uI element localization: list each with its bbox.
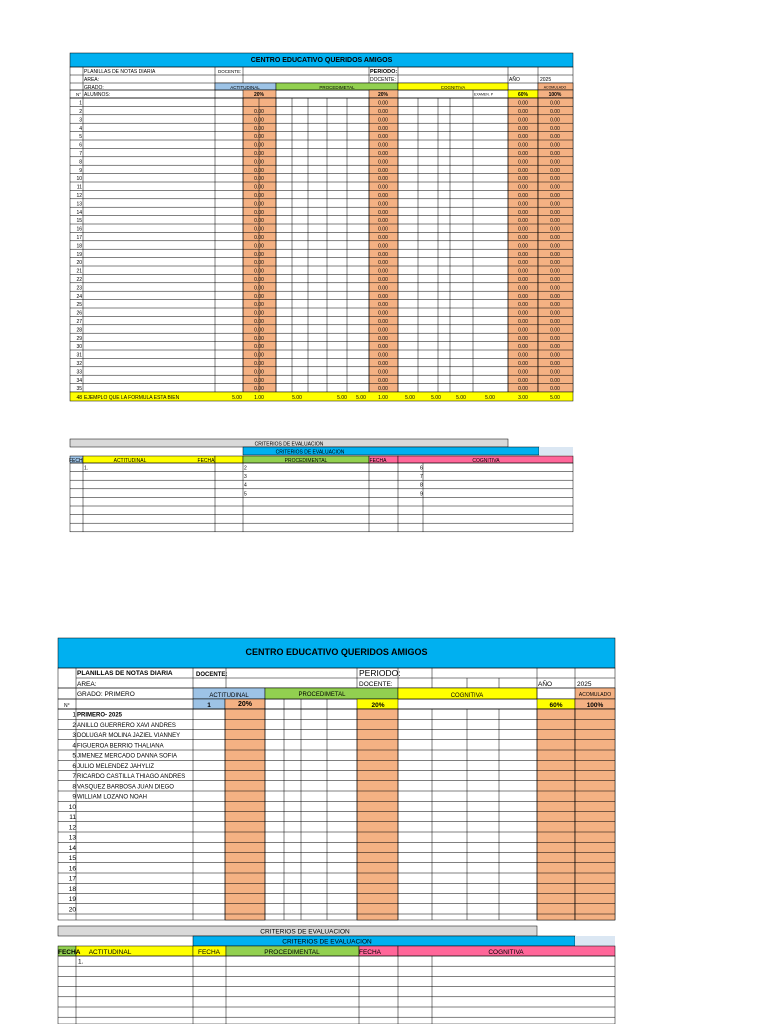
- act-value: 0.00: [254, 167, 264, 174]
- sheet-title: CENTRO EDUCATIVO QUERIDOS AMIGOS: [245, 647, 428, 657]
- row-number: 8: [72, 783, 76, 791]
- act-value: 0.00: [254, 117, 264, 124]
- band-actitudinal-label: ACTITUDINAL: [209, 693, 249, 699]
- proc-label: PROCEDIMENTAL: [264, 949, 320, 956]
- act-value: 0.00: [254, 327, 264, 334]
- docente-label-2: DOCENTE:: [359, 681, 393, 688]
- act-value: 0.00: [254, 142, 264, 149]
- cog-value: 0.00: [518, 260, 528, 267]
- cog-value: 0.00: [518, 319, 528, 325]
- criteria-title-tail: [575, 936, 615, 946]
- row-number: 8: [79, 159, 82, 166]
- periodo-label: PERIODO:: [370, 69, 398, 75]
- example-value: 5.00: [550, 395, 560, 401]
- n-label: N°: [76, 92, 82, 97]
- row-number: 31: [76, 352, 82, 359]
- proc-value: 0.00: [378, 293, 388, 300]
- cog-value: 0.00: [518, 193, 528, 199]
- row-number: 24: [76, 293, 82, 300]
- cog-label: COGNITIVA: [472, 458, 500, 464]
- act-value: 0.00: [254, 335, 264, 342]
- total-value: 0.00: [550, 335, 560, 342]
- row-number: 3: [79, 117, 82, 124]
- cog-value: 0.00: [518, 377, 528, 384]
- row-number: 20: [76, 260, 82, 267]
- act-value: 0.00: [254, 302, 264, 309]
- row-number: 12: [68, 824, 76, 832]
- cog-value: 0.00: [518, 235, 528, 241]
- act-value: 0.00: [254, 184, 264, 191]
- proc-value: 0.00: [378, 100, 388, 107]
- cog-item: 7: [420, 474, 423, 481]
- proc-value: 0.00: [378, 235, 388, 241]
- total-value: 0.00: [550, 226, 560, 233]
- total-value: 0.00: [550, 235, 560, 241]
- student-name: DOLUGAR MOLINA JAZIEL VIANNEY: [77, 733, 181, 739]
- criteria-table-1: [69, 439, 573, 532]
- proc-value: 0.00: [378, 302, 388, 309]
- proc-value: 0.00: [378, 377, 388, 384]
- row-number: 15: [68, 855, 76, 862]
- proc-value: 0.00: [378, 260, 388, 267]
- row-number: 17: [68, 875, 76, 883]
- total-value: 0.00: [550, 377, 560, 384]
- total-value: 0.00: [550, 176, 560, 183]
- grado-label: GRADO: PRIMERO: [77, 691, 135, 698]
- cog-value: 0.00: [518, 361, 528, 367]
- cog-value: 0.00: [518, 386, 528, 393]
- row-number: 1: [72, 711, 76, 719]
- example-value: 5.00: [232, 395, 242, 401]
- area-label: AREA:: [84, 77, 100, 83]
- proc-value: 0.00: [378, 176, 388, 183]
- row-number: 10: [68, 803, 76, 811]
- act-value: 0.00: [254, 377, 264, 384]
- proc-value: 0.00: [378, 344, 388, 351]
- student-name: JULIO MELENDEZ JAHYLIZ: [77, 763, 155, 770]
- row-number: 7: [72, 773, 76, 780]
- proc-value: 0.00: [378, 369, 388, 376]
- cog-value: 0.00: [518, 302, 528, 309]
- docente-label-2: DOCENTE:: [370, 77, 396, 83]
- cog-value: 0.00: [518, 293, 528, 300]
- fecha-3-label: FECHA: [369, 458, 387, 464]
- student-name: VASQUEZ BARBOSA JUAN DIEGO: [77, 784, 174, 791]
- total-value: 0.00: [550, 293, 560, 300]
- total-value: 0.00: [550, 209, 560, 216]
- example-value: 5.00: [431, 395, 441, 401]
- proc-value: 0.00: [378, 142, 388, 149]
- act-value: 0.00: [254, 386, 264, 393]
- total-value: 0.00: [550, 302, 560, 309]
- act-value: 0.00: [254, 251, 264, 258]
- row-number: 10: [76, 176, 82, 183]
- weights-row: [58, 699, 615, 709]
- total-value: 0.00: [550, 277, 560, 283]
- total-value: 0.00: [550, 159, 560, 166]
- act-value: 0.00: [254, 193, 264, 199]
- proc-value: 0.00: [378, 218, 388, 225]
- cog-item: 8: [420, 482, 423, 489]
- example-value: 5.00: [405, 395, 415, 401]
- proc-value: 0.00: [378, 285, 388, 292]
- row-number: 35: [76, 386, 82, 393]
- proc-item: 3: [244, 474, 247, 481]
- cog-value: 0.00: [518, 218, 528, 225]
- total-value: 0.00: [550, 142, 560, 149]
- n-label: N°: [64, 703, 70, 709]
- proc-item: 5: [244, 491, 247, 498]
- cog-value: 0.00: [518, 209, 528, 216]
- act-value: 0.00: [254, 344, 264, 351]
- row-number: 16: [68, 865, 76, 873]
- row-number: 6: [79, 142, 82, 149]
- criteria-title: CRITERIOS DE EVALUACION: [282, 938, 372, 946]
- row-number: 5: [79, 134, 82, 141]
- weight-act: 20%: [237, 701, 253, 708]
- row-number: 2: [79, 109, 82, 115]
- periodo-label: PERIODO:: [359, 668, 401, 678]
- proc-value: 0.00: [378, 209, 388, 216]
- row-number: 33: [76, 369, 82, 376]
- act-value: 0.00: [254, 125, 264, 132]
- cog-value: 0.00: [518, 335, 528, 342]
- act-value: 0.00: [254, 310, 264, 317]
- cog-value: 0.00: [518, 151, 528, 157]
- act-item: 1.: [84, 465, 89, 472]
- proc-value: 0.00: [378, 277, 388, 283]
- total-value: 0.00: [550, 218, 560, 225]
- cog-value: 0.00: [518, 176, 528, 183]
- data-body: [70, 98, 573, 392]
- cog-value: 0.00: [518, 167, 528, 174]
- band-acumulado-label: ACOMULADO: [578, 692, 612, 698]
- proc-value: 0.00: [378, 201, 388, 208]
- row-number: 30: [76, 344, 82, 351]
- total-value: 0.00: [550, 125, 560, 132]
- proc-value: 0.00: [378, 243, 388, 250]
- act-value: 0.00: [254, 285, 264, 292]
- row-number: 11: [69, 814, 76, 821]
- data-body: [58, 709, 615, 920]
- example-value: 1.00: [254, 395, 264, 401]
- docente-label: DOCENTE:: [196, 672, 228, 678]
- weight-num: 1: [207, 702, 211, 709]
- grade-sheet-1: [70, 53, 573, 401]
- criteria-title: CRITERIOS DE EVALUACION: [275, 449, 345, 456]
- row-number: 29: [76, 335, 82, 342]
- row-number: 2: [72, 721, 76, 729]
- student-name: FIGUEROA BERRIO THALIANA: [77, 743, 164, 750]
- total-value: 0.00: [550, 134, 560, 141]
- act-value: 0.00: [254, 151, 264, 157]
- total-value: 0.00: [550, 251, 560, 258]
- act-item: 1.: [78, 958, 84, 966]
- example-value: 5.00: [356, 395, 366, 401]
- total-value: 0.00: [550, 117, 560, 124]
- fecha-3-label: FECHA: [358, 949, 382, 956]
- cog-value: 0.00: [518, 285, 528, 292]
- proc-item: 2: [244, 465, 247, 472]
- total-value: 0.00: [550, 100, 560, 107]
- proc-value: 0.00: [378, 319, 388, 325]
- act-value: 0.00: [254, 134, 264, 141]
- example-value: 3.00: [518, 395, 528, 401]
- row-number: 1: [79, 100, 82, 107]
- example-value: 5.00: [456, 395, 466, 401]
- total-value: 0.00: [550, 201, 560, 208]
- row-number: 21: [76, 268, 82, 275]
- act-value: 0.00: [254, 209, 264, 216]
- row-number: 22: [76, 277, 82, 283]
- act-label: ACTITUDINAL: [88, 949, 132, 956]
- total-value: 0.00: [550, 167, 560, 174]
- act-value: 0.00: [254, 361, 264, 367]
- row-number: 19: [68, 896, 76, 903]
- criteria-caption: CRITERIOS DE EVALUACION: [260, 928, 350, 936]
- example-value: 5.00: [485, 395, 495, 401]
- total-value: 0.00: [550, 193, 560, 199]
- act-value: 0.00: [254, 159, 264, 166]
- weight-proc: 20%: [371, 702, 385, 709]
- cog-value: 0.00: [518, 344, 528, 351]
- act-head: [83, 456, 215, 463]
- proc-value: 0.00: [378, 226, 388, 233]
- row-number: 17: [76, 235, 82, 241]
- planillas-label: PLANILLAS DE NOTAS DIARIA: [84, 69, 156, 75]
- act-value: 0.00: [254, 201, 264, 208]
- row-number: 9: [79, 167, 82, 174]
- band-actitudinal-label: ACTITUDINAL: [230, 85, 260, 90]
- act-value: 0.00: [254, 268, 264, 275]
- area-label: AREA:: [77, 681, 97, 688]
- row-number: 18: [76, 243, 82, 250]
- cog-value: 0.00: [518, 243, 528, 250]
- row-number: 19: [76, 251, 82, 258]
- total-value: 0.00: [550, 386, 560, 393]
- proc-col: [357, 709, 398, 920]
- total-value: 0.00: [550, 285, 560, 292]
- example-value: 1.00: [378, 395, 388, 401]
- student-name: PRIMERO- 2025: [77, 712, 123, 719]
- row-number: 26: [76, 310, 82, 317]
- fecha-label: FECH: [69, 458, 83, 464]
- row-number: 16: [76, 226, 82, 233]
- row-number: 18: [68, 885, 76, 893]
- ano-label: AÑO: [538, 681, 553, 688]
- cog-value: 0.00: [518, 352, 528, 359]
- weight-total: 100%: [586, 702, 604, 709]
- total-value: 0.00: [550, 319, 560, 325]
- cog-value: 0.00: [518, 134, 528, 141]
- row-number: 25: [76, 302, 82, 309]
- proc-value: 0.00: [378, 117, 388, 124]
- act-value: 0.00: [254, 109, 264, 115]
- cog-value: 0.00: [518, 277, 528, 283]
- weight-proc: 20%: [377, 92, 389, 98]
- row-number: 11: [76, 184, 82, 191]
- row-number: 5: [72, 752, 76, 760]
- row-number: 14: [76, 209, 82, 216]
- cog-item: 9: [420, 491, 423, 498]
- act-col: [225, 709, 265, 920]
- act-value: 0.00: [254, 277, 264, 283]
- total-value: 0.00: [550, 344, 560, 351]
- total-value: 0.00: [550, 361, 560, 367]
- proc-value: 0.00: [378, 352, 388, 359]
- band-procedimental-label: PROCEDIMETAL: [298, 692, 346, 698]
- grado-label: GRADO:: [84, 85, 104, 91]
- cog-value: 0.00: [518, 125, 528, 132]
- proc-value: 0.00: [378, 327, 388, 334]
- proc-value: 0.00: [378, 167, 388, 174]
- proc-value: 0.00: [378, 268, 388, 275]
- act-value: 0.00: [254, 319, 264, 325]
- act-value: 0.00: [254, 369, 264, 376]
- total-value: 0.00: [550, 310, 560, 317]
- row-number: 6: [72, 762, 76, 770]
- band-acumulado-label: ACOMULADO: [543, 85, 567, 90]
- fecha-2-label: FECHA: [197, 949, 221, 956]
- cog-col: [537, 709, 575, 920]
- proc-value: 0.00: [378, 109, 388, 115]
- act-value: 0.00: [254, 176, 264, 183]
- row-number: 23: [76, 285, 82, 292]
- proc-value: 0.00: [378, 335, 388, 342]
- criteria-title-bar: [193, 936, 575, 946]
- act-value: 0.00: [254, 352, 264, 359]
- proc-value: 0.00: [378, 310, 388, 317]
- proc-value: 0.00: [378, 125, 388, 132]
- proc-value: 0.00: [378, 251, 388, 258]
- proc-value: 0.00: [378, 134, 388, 141]
- fecha-label: FECHA: [58, 949, 81, 956]
- criteria-caption: CRITERIOS DE EVALUACION: [254, 441, 324, 448]
- row-number: 9: [72, 793, 76, 801]
- cog-value: 0.00: [518, 100, 528, 107]
- criteria-table-2: [58, 926, 615, 1024]
- cog-value: 0.00: [518, 310, 528, 317]
- cog-value: 0.00: [518, 201, 528, 208]
- row-number: 34: [76, 377, 82, 384]
- fecha-2-label: FECHA: [197, 458, 215, 464]
- row-number: 4: [79, 125, 82, 132]
- act-label: ACTITUDINAL: [113, 458, 147, 464]
- act-value: 0.00: [254, 243, 264, 250]
- row-number: 13: [68, 834, 76, 842]
- examen-label: EXAMEN. P: [474, 92, 494, 97]
- proc-value: 0.00: [378, 193, 388, 199]
- act-value: 0.00: [254, 260, 264, 267]
- sheet-title: CENTRO EDUCATIVO QUERIDOS AMIGOS: [250, 57, 393, 64]
- row-number: 13: [76, 201, 82, 208]
- fecha-2-head: [215, 456, 243, 463]
- row-number: 28: [76, 327, 82, 334]
- total-value: 0.00: [550, 327, 560, 334]
- weight-cog: 60%: [517, 92, 529, 98]
- row-number: 27: [76, 319, 82, 325]
- cog-value: 0.00: [518, 268, 528, 275]
- total-value: 0.00: [550, 352, 560, 359]
- total-value: 0.00: [550, 243, 560, 250]
- row-number: 4: [72, 742, 76, 750]
- band-procedimental-label: PROCEDIMETAL: [319, 85, 355, 90]
- row-number: 32: [76, 361, 82, 367]
- alumnos-label: ALUMNOS:: [84, 92, 111, 98]
- cog-value: 0.00: [518, 369, 528, 376]
- student-name: ANILLO GUERRERO XAVI ANDRES: [77, 722, 176, 729]
- cog-value: 0.00: [518, 327, 528, 334]
- act-value: 0.00: [254, 293, 264, 300]
- total-col: [575, 709, 615, 920]
- band-cognitiva-label: COGNITIVA: [440, 85, 466, 90]
- proc-value: 0.00: [378, 159, 388, 166]
- row-number: 3: [72, 732, 76, 739]
- total-value: 0.00: [550, 184, 560, 191]
- total-value: 0.00: [550, 369, 560, 376]
- cog-label: COGNITIVA: [488, 949, 524, 956]
- example-value: 5.00: [337, 395, 347, 401]
- cog-value: 0.00: [518, 159, 528, 166]
- proc-item: 4: [244, 482, 247, 489]
- cog-value: 0.00: [518, 184, 528, 191]
- ano-value: 2025: [540, 77, 552, 83]
- example-label: EJEMPLO QUE LA FORMULA ESTA BIEN: [84, 395, 180, 401]
- weight-cog: 60%: [549, 702, 563, 709]
- row-number: 7: [79, 151, 82, 157]
- row-number: 14: [68, 844, 76, 852]
- cog-value: 0.00: [518, 117, 528, 124]
- grade-sheet-2: [58, 638, 615, 920]
- proc-value: 0.00: [378, 151, 388, 157]
- cog-value: 0.00: [518, 142, 528, 149]
- proc-value: 0.00: [378, 184, 388, 191]
- weights-row: [70, 90, 573, 98]
- student-name: WILLIAM LOZANO NOAH: [77, 794, 148, 801]
- act-value: 0.00: [254, 235, 264, 241]
- student-name: RICARDO CASTILLA THIAGO ANDRES: [77, 774, 186, 780]
- band-cognitiva-label: COGNITIVA: [450, 693, 484, 699]
- total-value: 0.00: [550, 260, 560, 267]
- planillas-label: PLANILLAS DE NOTAS DIARIA: [77, 670, 173, 677]
- ano-value: 2025: [577, 681, 592, 688]
- row-number: 20: [68, 906, 76, 914]
- row-number: 12: [76, 193, 82, 199]
- total-value: 0.00: [550, 268, 560, 275]
- example-number: 48: [76, 395, 82, 401]
- weight-total: 100%: [548, 92, 562, 98]
- cog-value: 0.00: [518, 251, 528, 258]
- total-value: 0.00: [550, 151, 560, 157]
- act-value: 0.00: [254, 218, 264, 225]
- ano-label: AÑO: [509, 77, 520, 83]
- proc-value: 0.00: [378, 361, 388, 367]
- student-name: JIMENEZ MERCADO DANNA SOFIA: [77, 753, 178, 760]
- proc-label: PROCEDIMENTAL: [284, 458, 328, 464]
- criteria-title-tail: [539, 447, 573, 455]
- total-value: 0.00: [550, 109, 560, 115]
- row-number: 15: [76, 218, 82, 225]
- docente-label: DOCENTE:: [218, 69, 242, 74]
- cog-value: 0.00: [518, 109, 528, 115]
- cog-item: 6: [420, 465, 423, 472]
- act-value: 0.00: [254, 226, 264, 233]
- proc-value: 0.00: [378, 386, 388, 393]
- weight-act: 20%: [253, 92, 265, 98]
- cog-value: 0.00: [518, 226, 528, 233]
- example-value: 5.00: [292, 395, 302, 401]
